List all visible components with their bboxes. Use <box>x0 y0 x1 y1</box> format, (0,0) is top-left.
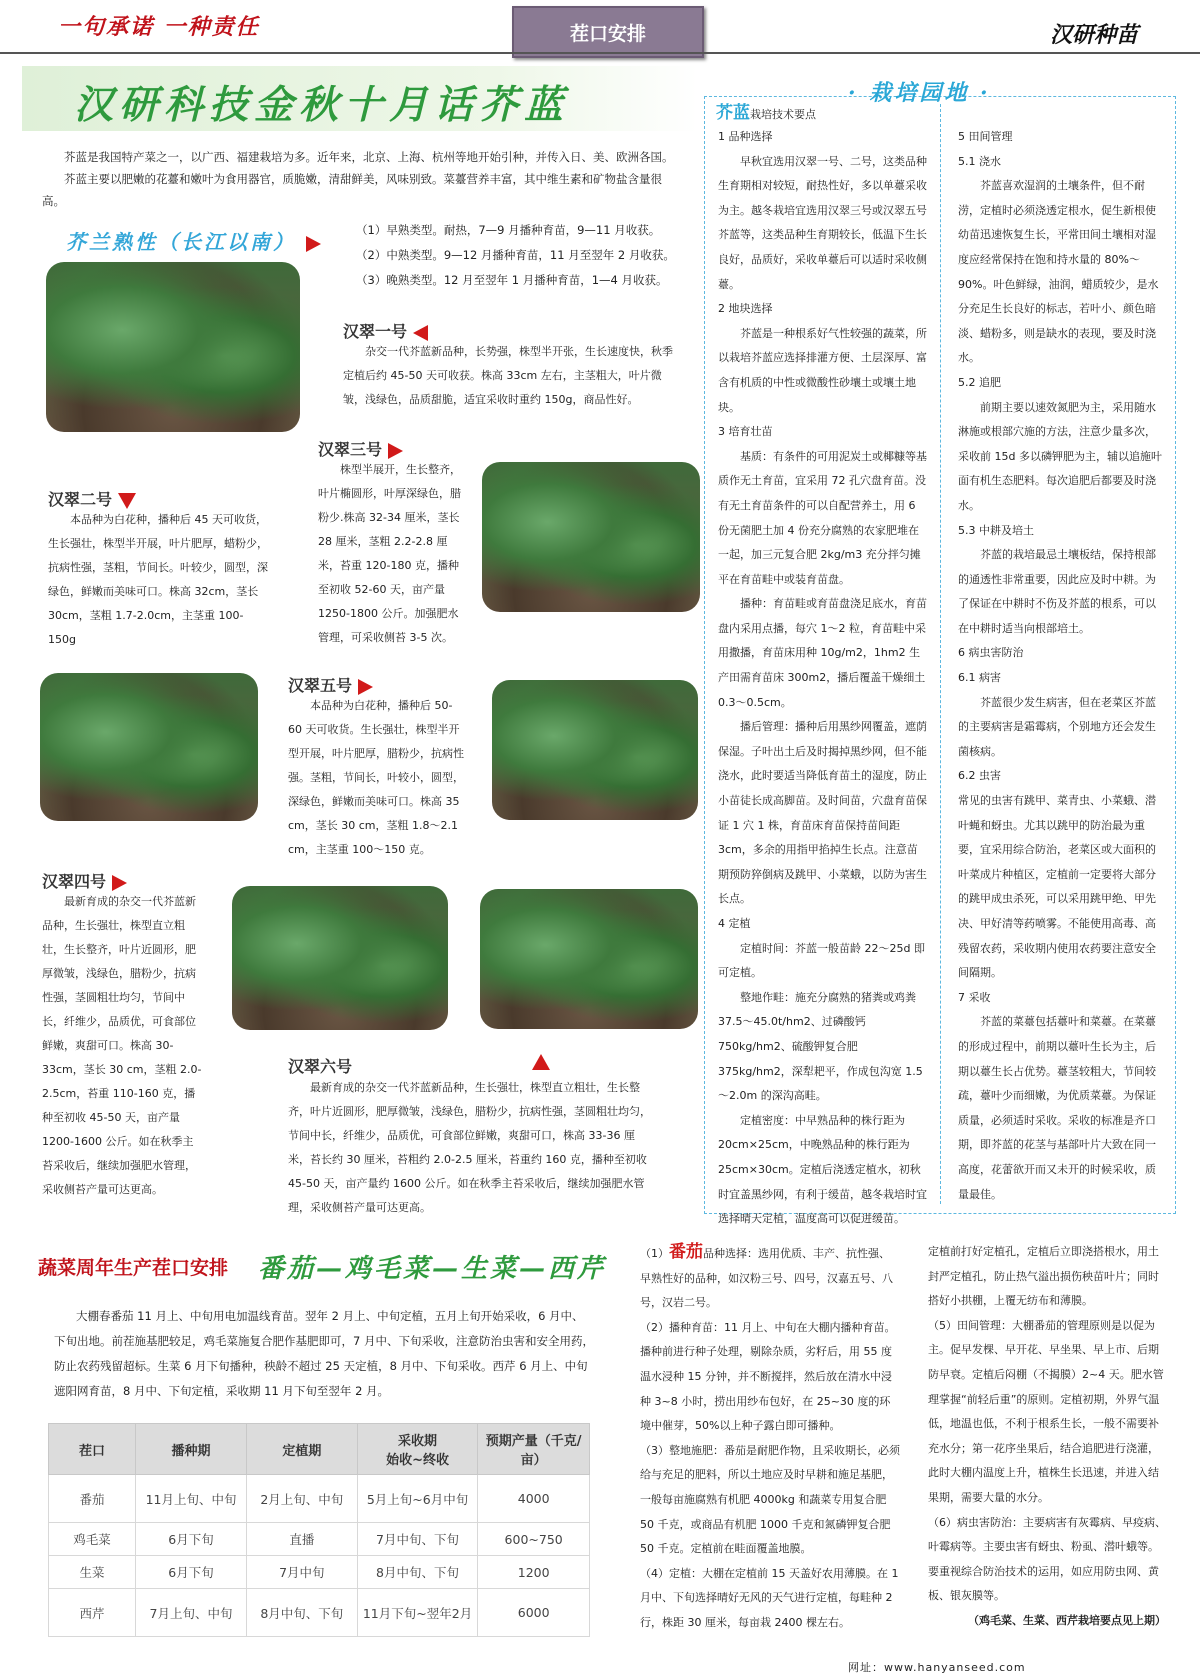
tomato-para-1-prefix: （1） <box>640 1247 669 1260</box>
tech-subheading: 7 采收 <box>958 990 991 1004</box>
table-header: 采收期 始收~终收 <box>357 1424 478 1475</box>
table-header: 预期产量（千克/亩） <box>478 1424 590 1475</box>
table-header: 定植期 <box>246 1424 357 1475</box>
table-cell: 西芹 <box>49 1589 136 1637</box>
table-cell: 直播 <box>246 1523 357 1556</box>
variety-hc2-desc: 本品种为白花种，播种后 45 天可收货，生长强壮，株型半开展，叶片肥厚，蜡粉少，抗病性强，茎粗，节间长。叶较少，圆型，深绿色，鲜嫩而美味可口。株高 32cm，茎长 30cm，茎粗 1.7-2.0cm，主茎重 100-150g <box>48 513 268 646</box>
garden-column-divider <box>940 104 941 1204</box>
photo-hancui-5 <box>492 680 698 820</box>
tech-heading-small: 栽培技术要点 <box>750 108 816 121</box>
rotation-description: 大棚春番茄 11 月上、中旬用电加温线育苗。翌年 2 月上、中旬定植，五月上旬开始采收，6 月中、下旬出地。前茬施基肥较足，鸡毛菜施复合肥作基肥即可，7 月中、下旬采收，注意防治虫害和安全用药，防止农药残留超标。生菜 6 月下旬播种，秧龄不超过 25 天定植，8 月中、下旬采收。西芹 6 月上、中旬遮阳网育苗，8 月中、下旬定植，采收期 11 月下旬至翌年 2 月。 <box>54 1309 594 1398</box>
arrow-right-icon <box>388 443 403 459</box>
variety-hc5-label: 汉翠五号 <box>288 676 353 695</box>
tech-paragraph: 芥蓝喜欢湿润的土壤条件，但不耐涝，定植时必须浇透定根水，促生新根使幼苗迅速恢复生长，平常田间土壤相对湿度应经常保持在饱和持水量的 80%～90%。叶色鲜绿，油润，蜡质较少，是水分充足生长良好的标志，若叶小、颜色暗淡、蜡粉多，则是缺水的表现，要及时浇水。 <box>958 179 1159 365</box>
variety-hc1-label: 汉翠一号 <box>343 322 408 341</box>
tomato-column-1 <box>640 1240 900 1636</box>
table-cell: 5月上旬~6月中旬 <box>357 1475 478 1523</box>
tech-subheading: 2 地块选择 <box>718 302 773 316</box>
tech-subheading: 3 培育壮苗 <box>718 425 773 439</box>
variety-hc2-label: 汉翠二号 <box>48 490 113 509</box>
table-cell: 1200 <box>478 1556 590 1589</box>
brand-name: 汉研种苗 <box>1049 22 1138 48</box>
variety-hc5-desc: 本品种为白花种，播种后 50-60 天可收货。生长强壮，株型半开型开展，叶片肥厚，腊粉少，抗病性强。茎粗，节间长，叶较小，圆型，深绿色，鲜嫩而美味可口。株高 35 cm，茎长 30 cm，茎粗 1.8～2.1 cm，主茎重 100～150 克。 <box>288 699 464 856</box>
arrow-up-icon <box>532 1054 550 1070</box>
variety-hc4-name <box>42 869 127 892</box>
tomato-para-4b: 定植前打好定植孔，定植后立即浇搭根水，用土封严定植孔，防止热气溢出损伤秧苗叶片；同时搭好小拱棚，上覆无纺布和薄膜。 <box>928 1245 1159 1308</box>
tech-column-2 <box>958 125 1163 1207</box>
article-intro <box>42 146 682 212</box>
tech-paragraph: 整地作畦：施充分腐熟的猪粪或鸡粪 37.5～45.0t/hm2、过磷酸钙 750kg/hm2、硫酸钾复合肥 375kg/hm2，深犁耙平，作成包沟宽 1.5～2.0m 的深沟高畦。 <box>718 990 923 1103</box>
table-cell: 8月中旬、下旬 <box>246 1589 357 1637</box>
variety-hc4-label: 汉翠四号 <box>42 872 107 891</box>
tech-subheading: 6 病虫害防治 <box>958 646 1024 660</box>
tech-heading <box>716 98 816 123</box>
arrow-right-icon <box>112 875 127 891</box>
header-slogan: 一句承诺 一种责任 <box>58 14 260 40</box>
photo-hancui-4 <box>232 886 448 1030</box>
variety-hc4-desc: 最新育成的杂交一代芥蓝新品种，生长强壮，株型直立粗壮，生长整齐，叶片近圆形，肥厚微皱，浅绿色，腊粉少，抗病性强，茎圆粗壮均匀，节间中长，纤维少，品质优，可食部位鲜嫩，爽甜可口。株高 30-33cm，茎长 30 cm，茎粗 2.0-2.5cm，苔重 110-160 克，播种至初收 45-50 天，亩产量 1200-1600 公斤。如在秋季主苔采收后，继续加强肥水管理，采收侧苔产量可达更高。 <box>42 895 202 1196</box>
table-cell: 7月中旬 <box>246 1556 357 1589</box>
tomato-para-5: （5）田间管理：大棚番茄的管理原则是以促为主。促早发棵、早开花、早坐果、早上市、后期防早衰。定植后闷棚（不揭膜）2~4 天。肥水管理掌握“前轻后重”的原则。定植初期，外界气温低，地温也低，不利于根系生长，一般不需要补充水分；第一花序坐果后，结合追肥进行浇灌，此时大棚内温度上升，植株生长迅速，并进入结果期，需要大量的水分。 <box>928 1318 1164 1504</box>
variety-hc1-desc: 杂交一代芥蓝新品种，长势强，株型半开张，生长速度快，秋季定植后约 45-50 天可收获。株高 33cm 左右，主茎粗大，叶片微皱，浅绿色，品质甜脆，适宜采收时重约 150g，商品性好。 <box>343 345 673 406</box>
intro-line-2: 芥蓝主要以肥嫩的花薹和嫩叶为食用器官，质脆嫩，清甜鲜美，风味别致。菜薹营养丰富，其中维生素和矿物盐含量很高。 <box>42 172 662 208</box>
tech-subheading: 1 品种选择 <box>718 130 773 143</box>
table-row <box>49 1523 590 1556</box>
variety-hc1-name <box>343 319 428 342</box>
arrow-left-icon <box>413 325 428 341</box>
table-cell: 6月下旬 <box>136 1523 247 1556</box>
tomato-para-2: （2）播种育苗：11 月上、中旬在大棚内播种育苗。播种前进行种子处理，剔除杂质，劣籽后，用 55 度温水浸种 15 分钟，并不断搅拌，然后放在清水中浸种 3~8 小时，捞出用纱布包好，在 25~30 度的环境中催芽，50%以上种子露白即可播种。 <box>640 1320 896 1433</box>
maturity-type-early: （1）早熟类型。耐热，7—9 月播种育苗，9—11 月收获。 <box>356 223 661 237</box>
photo-hancui-6 <box>480 889 698 1029</box>
variety-hc2-name <box>48 487 136 510</box>
tech-paragraph: 基质：有条件的可用泥炭土或椰糠等基质作无土育苗，宜采用 72 孔穴盘育苗。没有无土育苗条件的可以自配营养土，用 6 份无菌肥土加 4 份充分腐熟的农家肥堆在一起，加三元复合肥 2kg/m3 充分拌匀摊平在育苗畦中或装育苗盘。 <box>718 449 927 586</box>
table-row <box>49 1589 590 1637</box>
tech-paragraph: 定植密度：中早熟品种的株行距为 20cm×25cm，中晚熟品种的株行距为 25cm×30cm。定植后浇透定植水，初秋时宜盖黑纱网，有利于缓苗，越冬栽培时宜选择晴天定植，温度高可以促进缓苗。 <box>718 1113 927 1226</box>
table-cell: 生菜 <box>49 1556 136 1589</box>
garden-title: · 栽培园地 · <box>848 80 991 106</box>
article-title: 汉研科技金秋十月话芥蓝 <box>74 82 570 128</box>
maturity-type-late: （3）晚熟类型。12 月至翌年 1 月播种育苗，1—4 月收获。 <box>356 273 668 287</box>
variety-hc5-name <box>288 673 373 696</box>
tomato-keyword: 番茄 <box>669 1242 703 1262</box>
maturity-heading <box>66 226 321 255</box>
variety-hc6-desc: 最新育成的杂交一代芥蓝新品种，生长强壮，株型直立粗壮，生长整齐，叶片近圆形，肥厚微皱，浅绿色，腊粉少，抗病性强，茎圆粗壮均匀，节间中长，纤维少，品质优，可食部位鲜嫩，爽甜可口，株高 33-36 厘米，苔长约 30 厘米，苔粗约 2.0-2.5 厘米，苔重约 160 克，播种至初收 45-50 天，亩产量约 1600 公斤。如在秋季主苔采收后，继续加强肥水管理，采收侧苔产量可达更高。 <box>288 1081 651 1214</box>
tomato-para-4: （4）定植：大棚在定植前 15 天盖好农用薄膜。在 1 月中、下旬选择晴好无风的天气进行定植，每畦种 2 行，株距 30 厘米，每亩栽 2400 棵左右。 <box>640 1566 899 1629</box>
table-cell: 番茄 <box>49 1475 136 1523</box>
maturity-type-mid: （2）中熟类型。9—12 月播种育苗，11 月至翌年 2 月收获。 <box>356 248 675 262</box>
tech-paragraph: 芥蓝很少发生病害，但在老菜区芥蓝的主要病害是霜霉病，个别地方还会发生菌核病。 <box>958 695 1156 758</box>
tech-subheading: 4 定植 <box>718 917 751 930</box>
arrow-right-icon <box>306 236 321 252</box>
table-cell: 4000 <box>478 1475 590 1523</box>
rotation-crop-chain: 番茄—鸡毛菜—生菜—西芹 <box>258 1254 607 1284</box>
rotation-table <box>48 1423 590 1637</box>
section-tab-label: 茬口安排 <box>569 22 646 45</box>
arrow-down-icon <box>118 493 136 509</box>
table-row <box>49 1556 590 1589</box>
variety-hc3-desc: 株型半展开，生长整齐，叶片椭圆形，叶厚深绿色，腊粉少.株高 32-34 厘米，茎长 28 厘米，茎粗 2.2-2.8 厘米，苔重 120-180 克，播种至初收 52-60 天，亩产量 1250-1800 公斤。加强肥水管理，可采收侧苔 3-5 次。 <box>318 463 461 644</box>
table-row <box>49 1475 590 1523</box>
tomato-para-1 <box>640 1240 900 1316</box>
photo-hancui-2 <box>40 673 258 821</box>
table-cell: 6000 <box>478 1589 590 1637</box>
tech-subheading: 6.1 病害 <box>958 671 1001 685</box>
rotation-title: 蔬菜周年生产茬口安排 <box>38 1257 229 1279</box>
intro-line-1: 芥蓝是我国特产菜之一，以广西、福建栽培为多。近年来，北京、上海、杭州等地开始引种，并传入日、美、欧洲各国。 <box>64 150 674 164</box>
variety-hc6-name: 汉翠六号 <box>288 1057 353 1076</box>
tomato-column-2 <box>928 1240 1166 1634</box>
tech-subheading: 5 田间管理 <box>958 130 1013 143</box>
variety-hc3-name <box>318 437 403 460</box>
table-cell: 7月中旬、下旬 <box>357 1523 478 1556</box>
tech-paragraph: 定植时间：芥蓝一般苗龄 22～25d 即可定植。 <box>718 941 925 980</box>
table-cell: 鸡毛菜 <box>49 1523 136 1556</box>
tech-subheading: 5.3 中耕及培土 <box>958 523 1034 537</box>
tech-subheading: 5.2 追肥 <box>958 375 1001 389</box>
tech-paragraph: 播种：育苗畦或育苗盘浇足底水，育苗盘内采用点播，每穴 1～2 粒，育苗畦中采用撒播，育苗床用种 10g/m2，1hm2 生产田需育苗床 300m2，播后覆盖干燥细土 0.3～0.5cm。 <box>718 597 927 709</box>
tech-heading-big: 芥蓝 <box>716 103 750 123</box>
maturity-types <box>356 218 675 293</box>
table-header: 茬口 <box>49 1424 136 1475</box>
table-cell: 8月中旬、下旬 <box>357 1556 478 1589</box>
table-cell: 600~750 <box>478 1523 590 1556</box>
tech-paragraph: 芥蓝的菜薹包括薹叶和菜薹。在菜薹的形成过程中，前期以薹叶生长为主，后期以薹生长占优势。薹茎较粗大，节间较疏，薹叶少而细嫩，为优质菜薹。为保证质量，必须适时采收。采收的标准是齐口期，即芥蓝的花茎与基部叶片大致在同一高度，花蕾欲开而又未开的时候采收，质量最佳。 <box>958 1015 1156 1201</box>
variety-hc3-label: 汉翠三号 <box>318 440 383 459</box>
tech-subheading: 6.2 虫害 <box>958 769 1001 783</box>
footer-website: 网址：www.hanyanseed.com <box>848 1661 1026 1674</box>
tech-paragraph: 早秋宜选用汉翠一号、二号，这类品种生育期相对较短，耐热性好，多以单薹采收为主。越冬栽培宜选用汉翠三号或汉翠五号芥蓝等，这类品种生育期较长，低温下生长良好，品质好，采收单薹后可以适时采收侧薹。 <box>718 154 927 291</box>
table-header: 播种期 <box>136 1424 247 1475</box>
table-cell: 2月上旬、中旬 <box>246 1475 357 1523</box>
tech-paragraph: 播后管理：播种后用黑纱网覆盖，遮荫保湿。子叶出土后及时揭掉黑纱网，但不能浇水，此时要适当降低育苗土的湿度，防止小苗徒长成高脚苗。及时间苗，穴盘育苗保证 1 穴 1 株，育苗床育苗保持苗间距 3cm，多余的用指甲掐掉生长点。注意苗期预防猝倒病及跳甲、小菜蛾，以防为害生长点。 <box>718 720 927 906</box>
photo-hancui-3 <box>482 462 700 612</box>
section-tab <box>512 6 704 58</box>
table-header-row <box>49 1424 590 1475</box>
table-cell: 11月上旬、中旬 <box>136 1475 247 1523</box>
tech-paragraph: 前期主要以速效氮肥为主，采用随水淋施或根部穴施的方法，注意少量多次，采收前 15d 多以磷钾肥为主，辅以追施叶面有机生态肥料。每次追肥后都要及时浇水。 <box>958 400 1162 512</box>
photo-hancui-1 <box>46 262 300 432</box>
table-cell: 7月上旬、中旬 <box>136 1589 247 1637</box>
tech-column-1 <box>718 125 928 1232</box>
tomato-para-6: （6）病虫害防治：主要病害有灰霉病、早疫病、叶霉病等。主要虫害有蚜虫、粉虱、潜叶蛾等。要重视综合防治技术的运用，如应用防虫网、黄板、银灰膜等。 <box>928 1515 1166 1603</box>
arrow-right-icon <box>358 679 373 695</box>
table-cell: 11月下旬~翌年2月 <box>357 1589 478 1637</box>
tomato-note: （鸡毛菜、生菜、西芹栽培要点见上期） <box>968 1613 1166 1627</box>
header-divider <box>0 52 1200 54</box>
tomato-para-3: （3）整地施肥：番茄是耐肥作物，且采收期长，必须给与充足的肥料，所以土地应及时早耕和施足基肥，一般每亩施腐熟有机肥 4000kg 和蔬菜专用复合肥 50 千克，或商品有机肥 1000 千克和氮磷钾复合肥 50 千克。定植前在畦面覆盖地膜。 <box>640 1443 900 1556</box>
tech-paragraph: 芥蓝的栽培最忌土壤板结，保持根部的通透性非常重要，因此应及时中耕。为了保证在中耕时不伤及芥蓝的根系，可以在中耕时适当向根部培土。 <box>958 548 1156 635</box>
tech-paragraph: 芥蓝是一种根系好气性较强的蔬菜，所以栽培芥蓝应选择排灌方便、土层深厚、富含有机质的中性或微酸性砂壤土或壤土地块。 <box>718 326 927 414</box>
table-cell: 6月下旬 <box>136 1556 247 1589</box>
tomato-para-1-text: 品种选择：选用优质、丰产、抗性强、早熟性好的品种，如汉粉三号、四号，汉嘉五号、八号，汉岩二号。 <box>640 1247 893 1310</box>
tech-subheading: 5.1 浇水 <box>958 154 1001 168</box>
maturity-heading-text: 芥兰熟性（长江以南） <box>66 230 296 254</box>
tech-paragraph: 常见的虫害有跳甲、菜青虫、小菜蛾、潜叶蝇和蚜虫。尤其以跳甲的防治最为重要，宜采用综合防治，老菜区或大面积的叶菜成片种植区，定植前一定要将大部分的跳甲成虫杀死，可以采用跳甲绝、甲先决、甲好清等药喷雾。不能使用高毒、高残留农药，采收期内使用农药要注意安全间隔期。 <box>958 794 1156 980</box>
